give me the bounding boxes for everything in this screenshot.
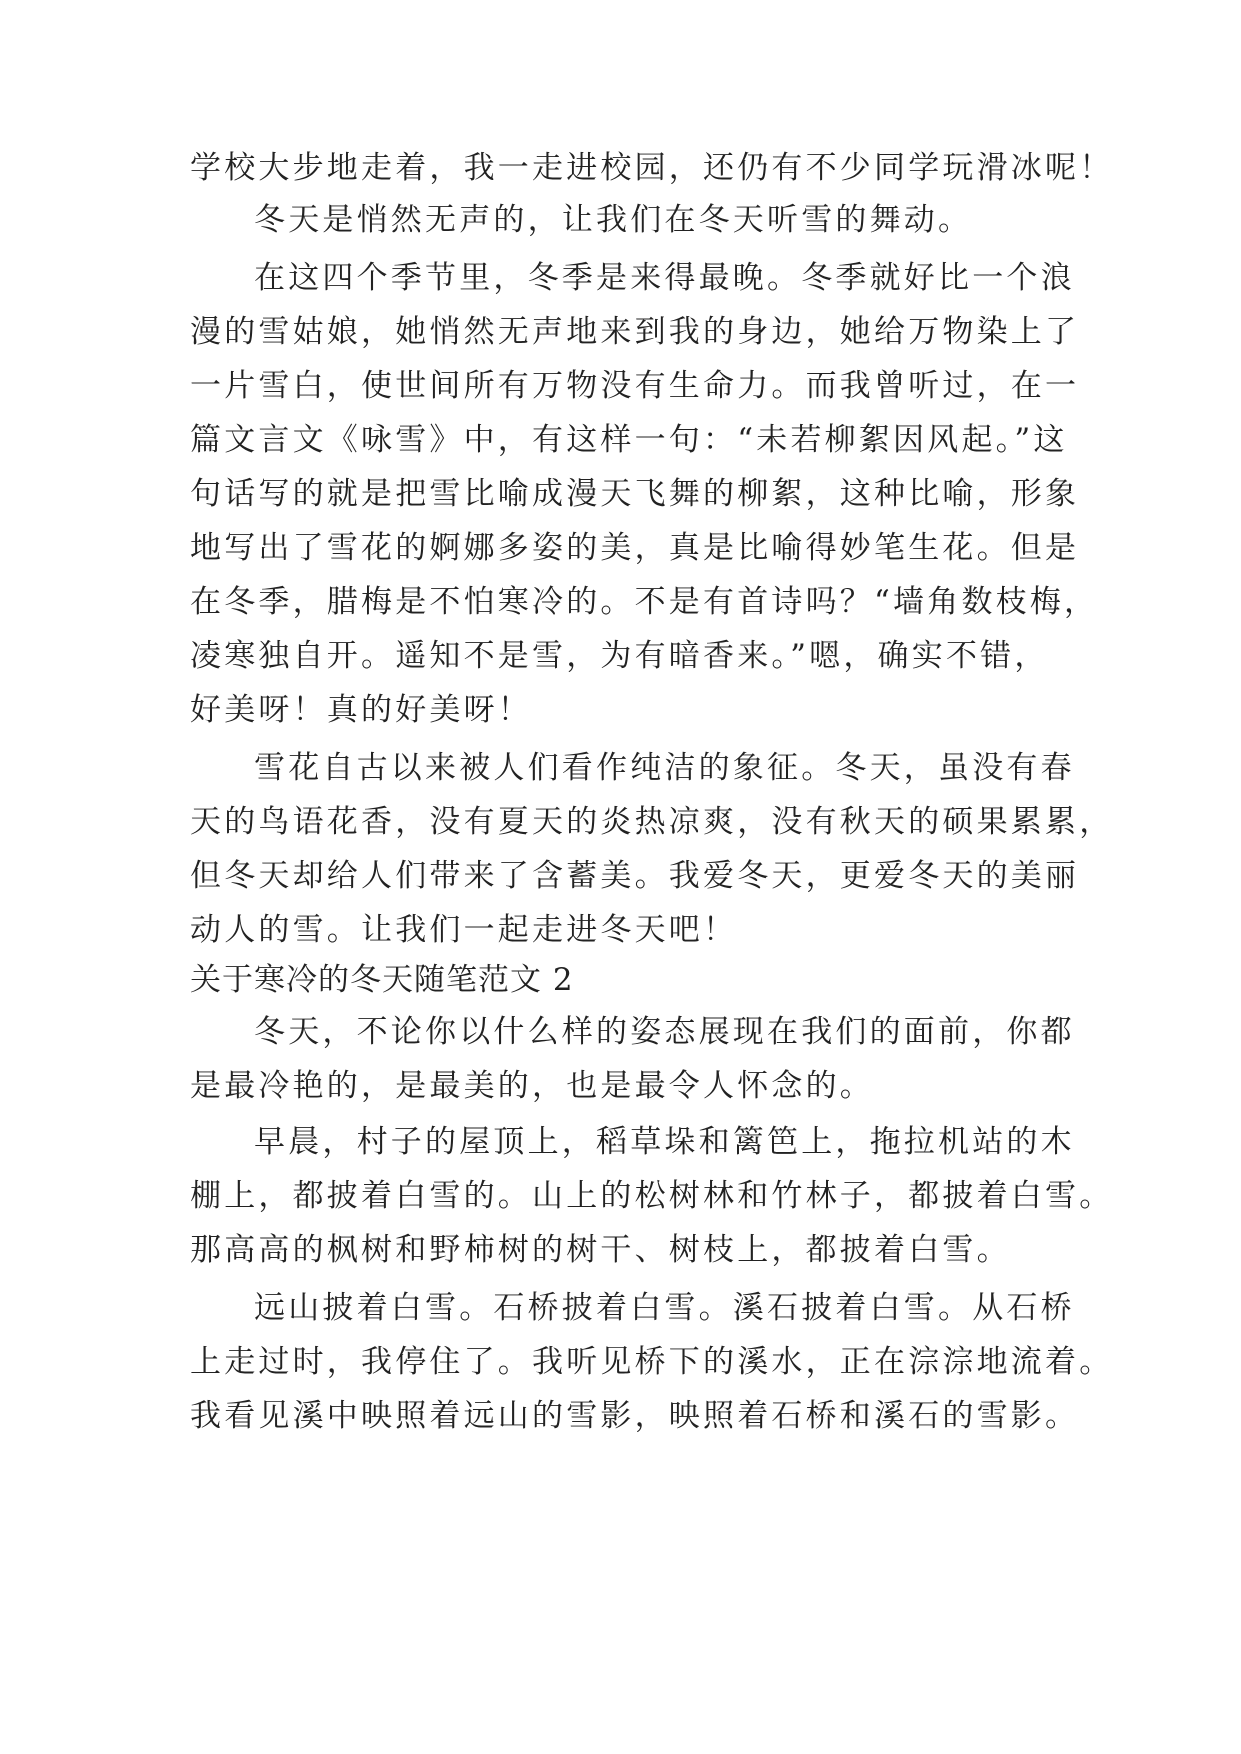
text-line: 我看见溪中映照着远山的雪影，映照着石桥和溪石的雪影。 (190, 1398, 1080, 1434)
text-line: 天的鸟语花香，没有夏天的炎热凉爽，没有秋天的硕果累累， (190, 804, 1114, 840)
text-line: 早晨，村子的屋顶上，稻草垛和篱笆上，拖拉机站的木 (254, 1124, 1075, 1160)
text-line: 棚上，都披着白雪的。山上的松树林和竹林子，都披着白雪。 (190, 1178, 1114, 1214)
text-line: 冬天，不论你以什么样的姿态展现在我们的面前，你都 (254, 1014, 1075, 1050)
text-line: 是最冷艳的，是最美的，也是最令人怀念的。 (190, 1068, 874, 1104)
text-line: 那高高的枫树和野柿树的树干、树枝上，都披着白雪。 (190, 1232, 1011, 1268)
text-line: 地写出了雪花的婀娜多姿的美，真是比喻得妙笔生花。但是 (190, 530, 1080, 566)
text-line: 雪花自古以来被人们看作纯洁的象征。冬天，虽没有春 (254, 750, 1075, 786)
text-line: 动人的雪。让我们一起走进冬天吧！ (190, 912, 738, 948)
text-line: 一片雪白，使世间所有万物没有生命力。而我曾听过，在一 (190, 368, 1080, 404)
text-line: 学校大步地走着，我一走进校园，还仍有不少同学玩滑冰呢！ (190, 150, 1114, 186)
text-line: 在这四个季节里，冬季是来得最晚。冬季就好比一个浪 (254, 260, 1075, 296)
text-line: 篇文言文《咏雪》中，有这样一句：“未若柳絮因风起。”这 (190, 422, 1068, 458)
section-heading: 关于寒冷的冬天随笔范文 2 (190, 962, 574, 998)
text-line: 漫的雪姑娘，她悄然无声地来到我的身边，她给万物染上了 (190, 314, 1080, 350)
text-line: 在冬季，腊梅是不怕寒冷的。不是有首诗吗？“墙角数枝梅， (190, 584, 1099, 620)
text-line: 好美呀！真的好美呀！ (190, 692, 532, 728)
text-line: 冬天是悄然无声的，让我们在冬天听雪的舞动。 (254, 202, 973, 238)
text-line: 上走过时，我停住了。我听见桥下的溪水，正在淙淙地流着。 (190, 1344, 1114, 1380)
text-line: 句话写的就是把雪比喻成漫天飞舞的柳絮，这种比喻，形象 (190, 476, 1080, 512)
text-line: 但冬天却给人们带来了含蓄美。我爱冬天，更爱冬天的美丽 (190, 858, 1080, 894)
text-line: 远山披着白雪。石桥披着白雪。溪石披着白雪。从石桥 (254, 1290, 1075, 1326)
text-line: 凌寒独自开。遥知不是雪，为有暗香来。”嗯，确实不错， (190, 638, 1049, 674)
